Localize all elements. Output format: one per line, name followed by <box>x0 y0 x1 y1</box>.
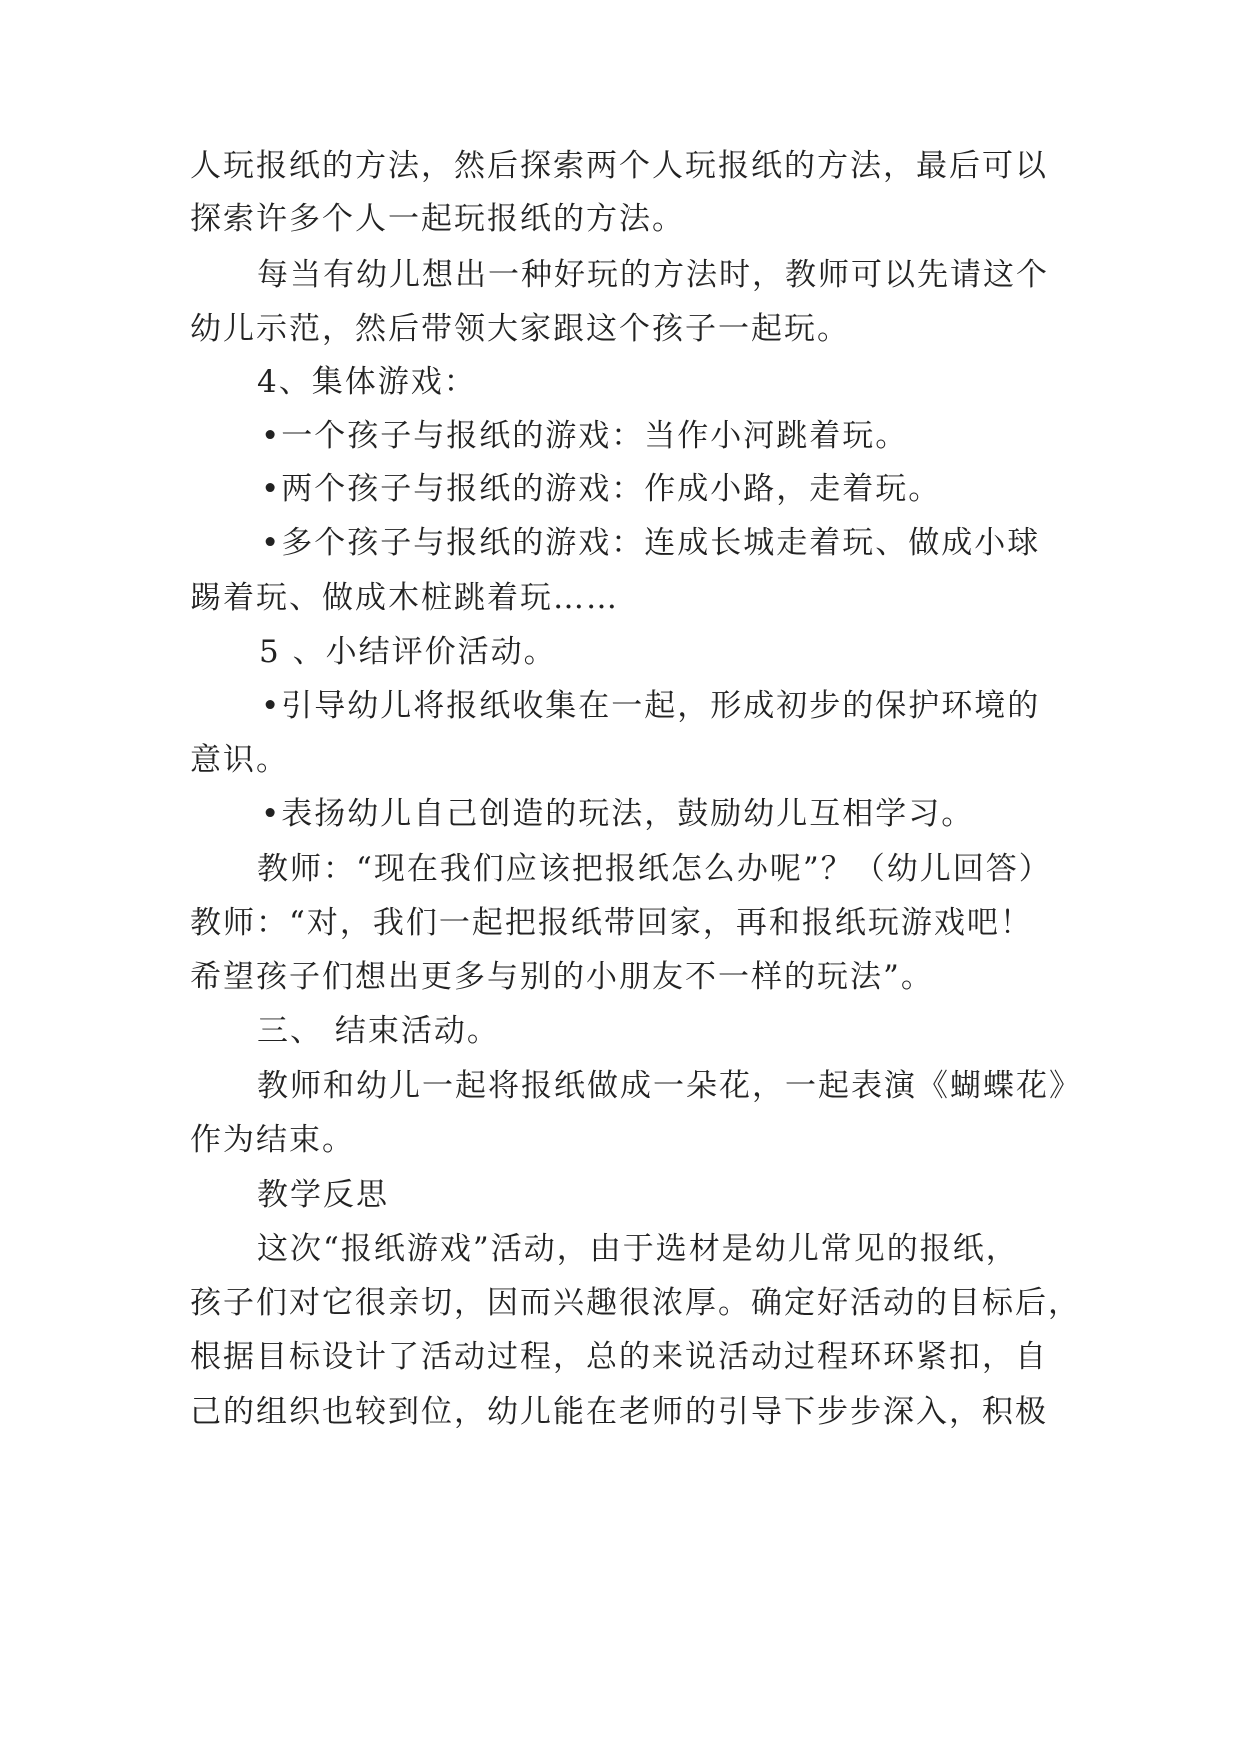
bullet-item: •两个孩子与报纸的游戏：作成小路，走着玩。 <box>261 471 942 507</box>
section-heading: 4、集体游戏： <box>257 364 477 400</box>
paragraph-line: 孩子们对它很亲切，因而兴趣很浓厚。确定好活动的目标后， <box>190 1285 1081 1321</box>
section-heading: 5 、小结评价活动。 <box>259 634 557 670</box>
paragraph-line: 根据目标设计了活动过程，总的来说活动过程环环紧扣，自 <box>190 1339 1048 1375</box>
paragraph-line: 己的组织也较到位，幼儿能在老师的引导下步步深入，积极 <box>190 1394 1048 1430</box>
bullet-item: •引导幼儿将报纸收集在一起，形成初步的保护环境的 <box>261 688 1041 724</box>
bullet-item: •一个孩子与报纸的游戏：当作小河跳着玩。 <box>261 418 909 454</box>
section-heading: 教学反思 <box>257 1177 389 1213</box>
paragraph-line: 这次“报纸游戏”活动，由于选材是幼儿常见的报纸， <box>257 1231 1019 1267</box>
paragraph-line: 每当有幼儿想出一种好玩的方法时，教师可以先请这个 <box>257 257 1049 293</box>
paragraph-line: 探索许多个人一起玩报纸的方法。 <box>190 201 685 237</box>
paragraph-line: 人玩报纸的方法，然后探索两个人玩报纸的方法，最后可以 <box>190 148 1048 184</box>
dialogue-line: 教师：“现在我们应该把报纸怎么办呢”？（幼儿回答） <box>257 851 1052 887</box>
paragraph-line: 踢着玩、做成木桩跳着玩…… <box>190 580 619 616</box>
paragraph-line: 教师和幼儿一起将报纸做成一朵花，一起表演《蝴蝶花》 <box>257 1068 1082 1104</box>
paragraph-line: 意识。 <box>190 742 289 778</box>
dialogue-line: 希望孩子们想出更多与别的小朋友不一样的玩法”。 <box>190 959 934 995</box>
section-heading: 三、 结束活动。 <box>257 1013 500 1049</box>
paragraph-line: 作为结束。 <box>190 1122 355 1158</box>
bullet-item: •多个孩子与报纸的游戏：连成长城走着玩、做成小球 <box>261 525 1041 561</box>
paragraph-line: 幼儿示范，然后带领大家跟这个孩子一起玩。 <box>190 311 850 347</box>
dialogue-line: 教师：“对，我们一起把报纸带回家，再和报纸玩游戏吧！ <box>190 905 1033 941</box>
bullet-item: •表扬幼儿自己创造的玩法，鼓励幼儿互相学习。 <box>261 796 975 832</box>
